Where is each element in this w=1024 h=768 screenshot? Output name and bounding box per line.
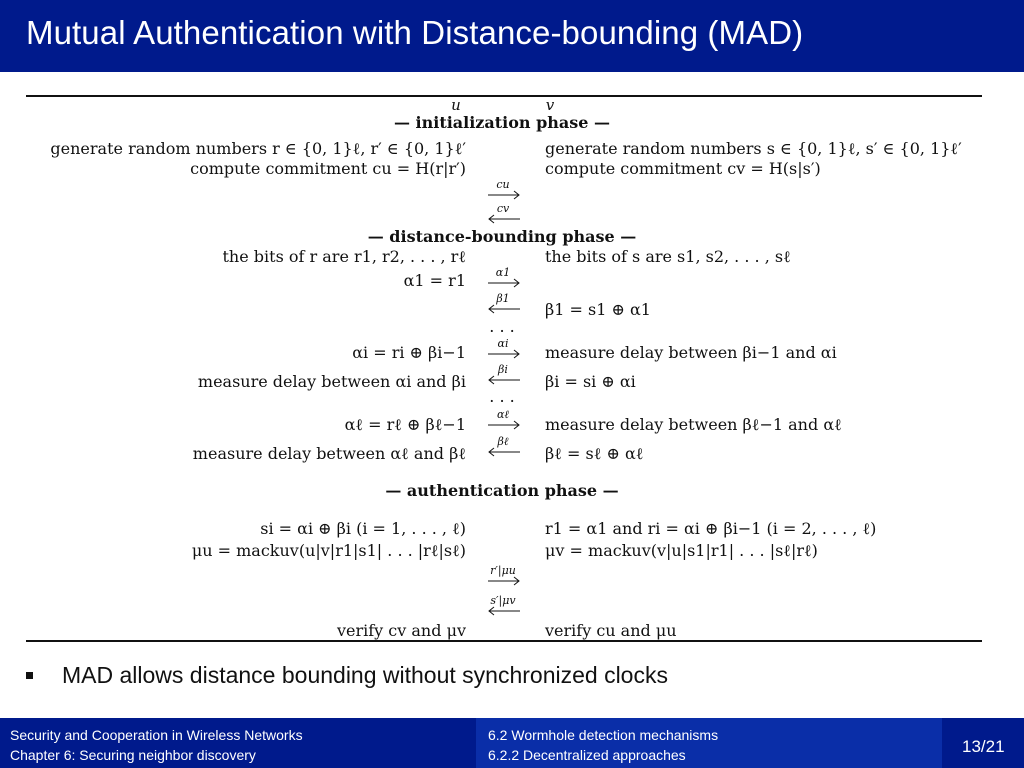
v-commitment: compute commitment cv = H(s|s′) — [545, 159, 821, 178]
u-alpha1: α1 = r1 — [403, 271, 466, 290]
left-arrow-icon — [487, 373, 521, 387]
party-u-label: u — [451, 96, 461, 114]
v-measure-delay-i: measure delay between βi−1 and αi — [545, 343, 837, 362]
slide-title: Mutual Authentication with Distance-bounding (MAD) — [26, 14, 804, 51]
u-generate-random: generate random numbers r ∈ {0, 1}ℓ, r′ ∈ {0, 1}ℓ′ — [50, 139, 466, 158]
ellipsis-2: . . . — [489, 387, 515, 406]
msg-beta-l-label: βℓ — [497, 435, 509, 448]
ellipsis-1: . . . — [489, 317, 515, 336]
msg-cv-label: cv — [496, 202, 510, 215]
u-verify: verify cv and μv — [336, 621, 466, 640]
bullet-text: MAD allows distance bounding without synchronized clocks — [62, 662, 668, 688]
msg-v-final-label: s′|μv — [490, 594, 516, 607]
u-measure-delay-i: measure delay between αi and βi — [197, 372, 466, 391]
footer-section-title: 6.2 Wormhole detection mechanisms — [488, 727, 719, 743]
left-arrow-icon — [487, 302, 521, 316]
u-mac: μu = mackuv(u|v|r1|s1| . . . |rℓ|sℓ) — [191, 541, 466, 560]
u-commitment: compute commitment cu = H(r|r′) — [190, 159, 466, 178]
left-arrow-icon — [487, 604, 521, 618]
msg-u-final-label: r′|μu — [490, 564, 516, 577]
v-verify: verify cu and μu — [545, 621, 677, 640]
right-arrow-icon — [487, 574, 521, 588]
party-v-label: v — [545, 96, 555, 114]
v-measure-delay-l: measure delay between βℓ−1 and αℓ — [545, 415, 842, 434]
page-number: 13/21 — [962, 737, 1005, 756]
msg-alpha1-label: α1 — [495, 266, 511, 279]
left-arrow-icon — [487, 445, 521, 459]
footer-course-title: Security and Cooperation in Wireless Networks — [10, 727, 303, 743]
v-mac: μv = mackuv(v|u|s1|r1| . . . |sℓ|rℓ) — [545, 541, 818, 560]
v-compute-r: r1 = α1 and ri = αi ⊕ βi−1 (i = 2, . . . , ℓ) — [545, 519, 877, 538]
u-alpha-l: αℓ = rℓ ⊕ βℓ−1 — [344, 415, 466, 434]
right-arrow-icon — [487, 418, 521, 432]
init-phase-heading: — initialization phase — — [393, 113, 611, 132]
v-generate-random: generate random numbers s ∈ {0, 1}ℓ, s′ ∈ {0, 1}ℓ′ — [545, 139, 962, 158]
footer-chapter-title: Chapter 6: Securing neighbor discovery — [10, 747, 256, 763]
u-compute-s: si = αi ⊕ βi (i = 1, . . . , ℓ) — [260, 519, 466, 538]
v-beta-i: βi = si ⊕ αi — [545, 372, 636, 391]
v-bits-of-s: the bits of s are s1, s2, . . . , sℓ — [545, 247, 791, 266]
u-alpha-i: αi = ri ⊕ βi−1 — [352, 343, 466, 362]
distance-phase-heading: — distance-bounding phase — — [367, 227, 637, 246]
msg-alpha-i-label: αi — [497, 337, 509, 350]
auth-phase-heading: — authentication phase — — [385, 481, 619, 500]
right-arrow-icon — [487, 276, 521, 290]
u-bits-of-r: the bits of r are r1, r2, . . . , rℓ — [222, 247, 466, 266]
right-arrow-icon — [487, 347, 521, 361]
msg-beta-i-label: βi — [498, 363, 508, 376]
footer-subsection-title: 6.2.2 Decentralized approaches — [488, 747, 686, 763]
v-beta1: β1 = s1 ⊕ α1 — [545, 300, 651, 319]
bullet-square-icon — [26, 672, 33, 679]
left-arrow-icon — [487, 212, 521, 226]
u-measure-delay-l: measure delay between αℓ and βℓ — [192, 444, 466, 463]
msg-cu-label: cu — [496, 178, 510, 191]
v-beta-l: βℓ = sℓ ⊕ αℓ — [545, 444, 644, 463]
msg-alpha-l-label: αℓ — [496, 408, 509, 421]
msg-beta1-label: β1 — [496, 292, 510, 305]
right-arrow-icon — [487, 188, 521, 202]
